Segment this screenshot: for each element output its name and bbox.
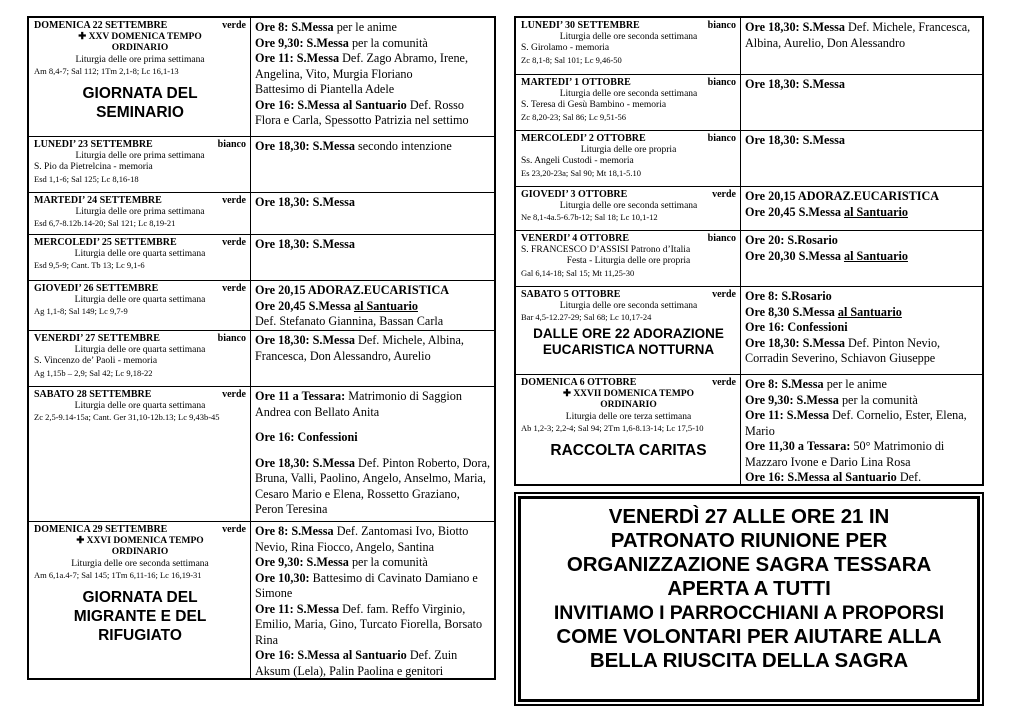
schedule-entry xyxy=(255,555,491,571)
announcement-line: INVITIAMO I PARROCCHIANI A PROPORSI xyxy=(553,602,945,624)
schedule-description: 50° Matrimonio di Mazzaro Ivone e Dario Lina Rosa xyxy=(745,439,945,469)
schedule-entry xyxy=(255,98,491,129)
saint-memorial: S. Girolamo - memoria xyxy=(521,43,610,53)
schedule-location-link: al Santuario xyxy=(843,248,908,263)
schedule-cell xyxy=(251,281,494,330)
schedule-entry xyxy=(255,648,491,678)
schedule-entry xyxy=(255,20,491,36)
saint-memorial-detail: Festa - Liturgia delle ore propria xyxy=(566,256,691,266)
day-date: SABATO 5 OTTOBRE xyxy=(521,289,621,300)
day-info-cell xyxy=(516,231,741,286)
day-header xyxy=(521,20,736,32)
bible-readings: Esd 1,1-6; Sal 125; Lc 8,16-18 xyxy=(34,173,139,184)
schedule-description: Def. Pinton Nevio, Corradin Severino, Schiavon Giuseppe xyxy=(745,335,941,365)
schedule-time: Ore 9,30: S.Messa xyxy=(255,555,349,569)
day-header xyxy=(34,524,246,536)
schedule-entry xyxy=(255,456,491,518)
schedule-time: Ore 16: S.Messa al Santuario xyxy=(745,470,897,484)
schedule-cell xyxy=(251,193,494,234)
day-header xyxy=(521,377,736,389)
day-row xyxy=(29,234,494,280)
liturgy-hours: Liturgia delle ore prima settimana xyxy=(75,54,205,65)
day-row xyxy=(516,230,982,286)
day-info-cell xyxy=(29,331,251,386)
schedule-time: Ore 9,30: S.Messa xyxy=(255,35,349,50)
liturgical-color: verde xyxy=(222,283,246,294)
schedule-time: Ore 16: Confessioni xyxy=(745,320,848,334)
saint-memorial: S. FRANCESCO D’ASSISI Patrono d’Italia xyxy=(521,244,691,255)
bible-readings: Es 23,20-23a; Sal 90; Mt 18,1-5.10 xyxy=(521,167,641,178)
special-event-line: MIGRANTE E DEL xyxy=(73,607,207,625)
announcement-box xyxy=(514,492,984,706)
schedule-description: Def. Michele, Albina, Francesca, Don Alessandro, Aurelio xyxy=(255,333,464,363)
schedule-time: Ore 18,30: S.Messa xyxy=(745,77,845,91)
day-row xyxy=(516,74,982,130)
day-info-cell xyxy=(516,75,741,130)
schedule-cell xyxy=(741,231,982,286)
announcement-line: BELLA RIUSCITA DELLA SAGRA xyxy=(589,649,909,672)
schedule-time: Ore 11 a Tessara: xyxy=(255,389,346,403)
liturgical-color: verde xyxy=(222,195,246,206)
schedule-entry xyxy=(745,249,979,265)
liturgical-color: verde xyxy=(222,20,246,31)
schedule-description: per la comunità xyxy=(348,35,428,50)
day-row xyxy=(516,130,982,186)
liturgical-color: verde xyxy=(222,524,246,535)
schedule-entry xyxy=(745,336,979,367)
schedule-time: Ore 8: S.Messa xyxy=(255,524,334,538)
schedule-cell xyxy=(741,131,982,186)
day-header xyxy=(34,195,246,207)
day-header xyxy=(34,283,246,295)
schedule-entry xyxy=(745,305,979,321)
feast-subtitle: ORDINARIO xyxy=(111,547,169,557)
bible-readings: Zc 8,1-8; Sal 101; Lc 9,46-50 xyxy=(521,54,622,65)
feast-title: ✚ XXVI DOMENICA TEMPO xyxy=(76,535,204,546)
day-date: MERCOLEDI’ 25 SETTEMBRE xyxy=(34,237,177,248)
liturgy-hours: Liturgia delle ore seconda settimana xyxy=(559,88,698,99)
day-info-cell xyxy=(516,131,741,186)
schedule-time: Ore 16: Confessioni xyxy=(255,430,358,444)
liturgy-hours: Liturgia delle ore quarta settimana xyxy=(74,248,206,259)
day-header xyxy=(521,233,736,245)
announcement-line: ORGANIZZAZIONE SAGRA TESSARA xyxy=(566,553,932,576)
schedule-time: Ore 18,30: S.Messa xyxy=(255,237,355,251)
special-event-line: RACCOLTA CARITAS xyxy=(550,441,707,459)
day-info-cell xyxy=(29,522,251,678)
schedule-entry xyxy=(255,524,491,555)
schedule-time: Ore 18,30: S.Messa xyxy=(255,333,355,347)
schedule-time: Ore 8: S.Messa xyxy=(745,377,824,391)
feast-title: ✚ XXVII DOMENICA TEMPO xyxy=(562,388,695,399)
day-header xyxy=(34,237,246,249)
announcement-line: APERTA A TUTTI xyxy=(667,577,831,600)
liturgical-color: bianco xyxy=(707,20,736,31)
schedule-cell xyxy=(251,387,494,521)
schedule-time: Ore 18,30: S.Messa xyxy=(255,455,355,470)
bible-readings: Ag 1,1-8; Sal 149; Lc 9,7-9 xyxy=(34,306,128,316)
announcement-line: COME VOLONTARI PER AIUTARE ALLA xyxy=(556,625,942,648)
schedule-entry xyxy=(745,320,979,336)
schedule-entry xyxy=(745,233,979,249)
day-header xyxy=(34,389,246,401)
day-row xyxy=(29,280,494,330)
schedule-time: Ore 10,30: xyxy=(255,570,310,585)
day-info-cell xyxy=(516,18,741,74)
liturgy-hours: Liturgia delle ore seconda settimana xyxy=(71,558,209,569)
liturgy-hours: Liturgia delle ore seconda settimana xyxy=(559,200,698,211)
liturgy-hours: Liturgia delle ore terza settimana xyxy=(565,411,692,422)
schedule-description: Def. Zantomasi Ivo, Biotto Nevio, Rina Fiocco, Angelo, Santina xyxy=(255,524,469,554)
day-header xyxy=(34,20,246,32)
schedule-entry xyxy=(255,51,491,82)
day-date: SABATO 28 SETTEMBRE xyxy=(34,389,152,400)
liturgical-color: verde xyxy=(712,377,736,388)
schedule-cell xyxy=(251,137,494,192)
day-date: DOMENICA 29 SETTEMBRE xyxy=(34,524,168,535)
schedule-time: Ore 11: S.Messa xyxy=(745,408,830,422)
schedule-cell xyxy=(741,375,982,484)
announcement-line: PATRONATO RIUNIONE PER xyxy=(610,529,888,552)
day-date: MARTEDI’ 24 SETTEMBRE xyxy=(34,195,162,206)
special-event-line: EUCARISTICA NOTTURNA xyxy=(542,341,715,357)
bible-readings: Esd 9,5-9; Cant. Tb 13; Lc 9,1-6 xyxy=(34,260,145,270)
schedule-entry xyxy=(745,408,979,439)
schedule-description: Def. Zuin Aksum (Lela), Palin Paolina e genitori xyxy=(255,648,458,678)
day-info-cell xyxy=(29,193,251,234)
schedule-time: Ore 16: S.Messa al Santuario xyxy=(255,97,407,112)
schedule-location-link: al Santuario xyxy=(843,204,908,219)
special-event xyxy=(34,84,246,122)
day-row xyxy=(516,186,982,230)
day-info-cell xyxy=(29,281,251,330)
liturgy-hours: Liturgia delle ore prima settimana xyxy=(75,206,205,217)
schedule-description: Matrimonio di Saggion Andrea con Bellato Anita xyxy=(255,389,462,419)
schedule-entry xyxy=(745,133,979,149)
day-row xyxy=(29,192,494,234)
liturgical-color: bianco xyxy=(217,139,246,150)
schedule-entry xyxy=(255,283,491,299)
schedule-time: Ore 11,30 a Tessara: xyxy=(745,439,851,453)
schedule-description: Def. Michele, Francesca, Albina, Aurelio, Don Alessandro xyxy=(745,20,971,50)
schedule-time: Ore 8: S.Rosario xyxy=(745,289,832,303)
feast-subtitle: ORDINARIO xyxy=(600,400,657,410)
schedule-entry xyxy=(255,82,491,98)
schedule-description: Battesimo di Cavinato Damiano e Simone xyxy=(255,570,478,600)
schedule-entry xyxy=(745,289,979,305)
schedule-time: Ore 18,30: S.Messa xyxy=(745,335,845,350)
liturgy-hours: Liturgia delle ore quarta settimana xyxy=(74,344,206,355)
schedule-entry xyxy=(255,299,491,315)
day-row xyxy=(516,286,982,374)
schedule-time: Ore 18,30: S.Messa xyxy=(255,195,355,209)
feast-title: ✚ XXV DOMENICA TEMPO xyxy=(78,31,202,42)
liturgical-color: verde xyxy=(712,289,736,300)
schedule-cell xyxy=(251,522,494,678)
day-info-cell xyxy=(516,187,741,230)
special-event-line: SEMINARIO xyxy=(96,103,184,121)
schedule-description: Def. Cornelio, Ester, Elena, Mario xyxy=(745,408,967,438)
schedule-entry xyxy=(745,189,979,205)
schedule-entry xyxy=(255,602,491,649)
feast-subtitle: ORDINARIO xyxy=(111,43,169,53)
special-event-line: RIFUGIATO xyxy=(98,626,182,644)
day-row xyxy=(29,521,494,678)
liturgy-hours: Liturgia delle ore propria xyxy=(580,144,677,155)
schedule-description: per la comunità xyxy=(838,392,918,407)
day-date: MARTEDI’ 1 OTTOBRE xyxy=(521,77,631,88)
bible-readings: Zc 2,5-9.14-15a; Cant. Ger 31,10-12b.13; Lc 9,43b-45 xyxy=(34,412,220,422)
day-info-cell xyxy=(516,375,741,484)
liturgical-color: bianco xyxy=(707,77,736,88)
bible-readings: Ab 1,2-3; 2,2-4; Sal 94; 2Tm 1,6-8.13-14; Lc 17,5-10 xyxy=(521,423,704,433)
day-header xyxy=(34,333,246,345)
schedule-entry xyxy=(745,439,979,470)
schedule-entry xyxy=(255,333,491,364)
day-info-cell xyxy=(29,18,251,136)
schedule-entry xyxy=(745,205,979,221)
schedule-description: Def. Rosso Flora e Carla, Spessotto Patrizia nel settimo xyxy=(255,97,469,127)
schedule-description: Def. xyxy=(896,470,922,484)
schedule-cell xyxy=(251,18,494,136)
schedule-time: Ore 20,45 S.Messa xyxy=(255,298,354,313)
liturgy-hours: Liturgia delle ore quarta settimana xyxy=(74,294,206,305)
schedule-entry xyxy=(255,36,491,52)
day-row xyxy=(29,136,494,192)
saint-memorial: S. Pio da Pietrelcina - memoria xyxy=(34,162,153,172)
bible-readings: Esd 6,7-8.12b.14-20; Sal 121; Lc 8,19-21 xyxy=(34,218,176,228)
bible-readings: Gal 6,14-18; Sal 15; Mt 11,25-30 xyxy=(521,267,635,278)
special-event xyxy=(34,588,246,645)
special-event xyxy=(521,326,736,358)
liturgical-color: bianco xyxy=(707,233,736,244)
special-event xyxy=(521,441,736,460)
liturgy-hours: Liturgia delle ore prima settimana xyxy=(75,150,205,161)
schedule-description: secondo intenzione xyxy=(354,139,452,153)
announcement-inner xyxy=(518,496,980,702)
day-header xyxy=(521,77,736,89)
schedule-time: Ore 9,30: S.Messa xyxy=(745,392,839,407)
schedule-entry xyxy=(255,314,491,330)
day-date: DOMENICA 6 OTTOBRE xyxy=(521,377,637,388)
schedule-entry xyxy=(255,237,491,253)
schedule-description: Def. Stefanato Giannina, Bassan Carla xyxy=(255,314,444,328)
day-date: DOMENICA 22 SETTEMBRE xyxy=(34,20,168,31)
liturgical-color: verde xyxy=(222,389,246,400)
schedule-cell xyxy=(251,235,494,280)
schedule-time: Ore 20,15 ADORAZ.EUCARISTICA xyxy=(745,189,940,203)
day-date: LUNEDI’ 23 SETTEMBRE xyxy=(34,139,153,150)
schedule-description: per la comunità xyxy=(348,555,428,569)
saint-memorial: Ss. Angeli Custodi - memoria xyxy=(521,156,634,166)
schedule-time: Ore 8: S.Messa xyxy=(255,20,334,34)
schedule-location-link: al Santuario xyxy=(353,298,418,313)
schedule-cell xyxy=(741,287,982,374)
schedule-entry xyxy=(255,430,491,446)
schedule-description: Def. Pinton Roberto, Dora, Bruna, Valli, Paolino, Angelo, Anselmo, Maria, Cesaro Mario e Elena, Rossetto Graziano, Peron Teresina xyxy=(255,455,491,516)
schedule-time: Ore 18,30: S.Messa xyxy=(745,20,845,34)
bible-readings: Ag 1,15b – 2,9; Sal 42; Lc 9,18-22 xyxy=(34,367,153,378)
day-row xyxy=(516,18,982,74)
schedule-description: Def. Zago Abramo, Irene, Angelina, Vito, Murgia Floriano xyxy=(255,51,468,81)
schedule-time: Ore 18,30: S.Messa xyxy=(745,133,845,147)
announcement-line: VENERDÌ 27 ALLE ORE 21 IN xyxy=(608,505,890,528)
schedule-time: Ore 20: S.Rosario xyxy=(745,233,838,247)
schedule-entry xyxy=(745,77,979,93)
saint-memorial: S. Vincenzo de’ Paoli - memoria xyxy=(34,356,158,366)
day-date: VENERDI’ 4 OTTOBRE xyxy=(521,233,629,244)
day-row xyxy=(29,330,494,386)
day-row xyxy=(516,374,982,484)
schedule-description: Def. fam. Reffo Virginio, Emilio, Maria, Gino, Turcato Fiorella, Borsato Rina xyxy=(255,601,483,647)
day-date: GIOVEDI’ 26 SETTEMBRE xyxy=(34,283,159,294)
schedule-cell xyxy=(741,75,982,130)
schedule-time: Ore 18,30: S.Messa xyxy=(255,139,355,153)
liturgy-hours: Liturgia delle ore quarta settimana xyxy=(74,400,206,411)
schedule-entry xyxy=(255,571,491,602)
schedule-entry xyxy=(745,470,979,484)
bible-readings: Bar 4,5-12.27-29; Sal 68; Lc 10,17-24 xyxy=(521,312,652,322)
schedule-time: Ore 8,30 S.Messa xyxy=(745,304,838,319)
schedule-cell xyxy=(251,331,494,386)
schedule-time: Ore 11: S.Messa xyxy=(255,51,340,65)
left-half-calendar xyxy=(27,16,496,680)
day-header xyxy=(521,189,736,201)
bible-readings: Zc 8,20-23; Sal 86; Lc 9,51-56 xyxy=(521,111,627,122)
special-event-line: GIORNATA DEL xyxy=(82,588,198,606)
day-info-cell xyxy=(29,137,251,192)
spacer xyxy=(255,446,491,456)
schedule-time: Ore 20,15 ADORAZ.EUCARISTICA xyxy=(255,283,450,297)
special-event-line: DALLE ORE 22 ADORAZIONE xyxy=(533,325,724,341)
saint-memorial: S. Teresa di Gesù Bambino - memoria xyxy=(521,100,667,110)
schedule-entry xyxy=(255,139,491,155)
schedule-description: Battesimo di Piantella Adele xyxy=(255,82,395,96)
liturgical-color: verde xyxy=(222,237,246,248)
day-row xyxy=(29,18,494,136)
special-event-line: GIORNATA DEL xyxy=(82,84,198,102)
liturgical-color: verde xyxy=(712,189,736,200)
schedule-description: per le anime xyxy=(823,377,887,391)
liturgical-color: bianco xyxy=(707,133,736,144)
liturgy-hours: Liturgia delle ore seconda settimana xyxy=(559,31,698,42)
schedule-description: per le anime xyxy=(333,20,397,34)
schedule-cell xyxy=(741,18,982,74)
day-date: LUNEDI’ 30 SETTEMBRE xyxy=(521,20,640,31)
right-half-calendar xyxy=(514,16,984,486)
day-info-cell xyxy=(516,287,741,374)
schedule-time: Ore 16: S.Messa al Santuario xyxy=(255,648,407,662)
liturgical-color: bianco xyxy=(217,333,246,344)
bible-readings: Ne 8,1-4a.5-6.7b-12; Sal 18; Lc 10,1-12 xyxy=(521,212,658,222)
schedule-entry xyxy=(745,377,979,393)
day-header xyxy=(521,289,736,301)
day-row xyxy=(29,386,494,521)
day-date: GIOVEDI’ 3 OTTOBRE xyxy=(521,189,628,200)
day-date: MERCOLEDI’ 2 OTTOBRE xyxy=(521,133,646,144)
day-date: VENERDI’ 27 SETTEMBRE xyxy=(34,333,160,344)
day-header xyxy=(521,133,736,145)
schedule-time: Ore 20,30 S.Messa xyxy=(745,248,844,263)
schedule-entry xyxy=(745,20,979,51)
day-info-cell xyxy=(29,235,251,280)
schedule-entry xyxy=(745,393,979,409)
schedule-entry xyxy=(255,195,491,211)
schedule-time: Ore 11: S.Messa xyxy=(255,601,340,616)
schedule-time: Ore 20,45 S.Messa xyxy=(745,204,844,219)
spacer xyxy=(255,420,491,430)
bible-readings: Am 6,1a.4-7; Sal 145; 1Tm 6,11-16; Lc 16,19-31 xyxy=(34,570,202,580)
bible-readings: Am 8,4-7; Sal 112; 1Tm 2,1-8; Lc 16,1-13 xyxy=(34,66,179,76)
schedule-cell xyxy=(741,187,982,230)
day-info-cell xyxy=(29,387,251,521)
schedule-entry xyxy=(255,389,491,420)
schedule-location-link: al Santuario xyxy=(837,304,902,319)
liturgy-hours: Liturgia delle ore seconda settimana xyxy=(559,300,698,311)
day-header xyxy=(34,139,246,151)
